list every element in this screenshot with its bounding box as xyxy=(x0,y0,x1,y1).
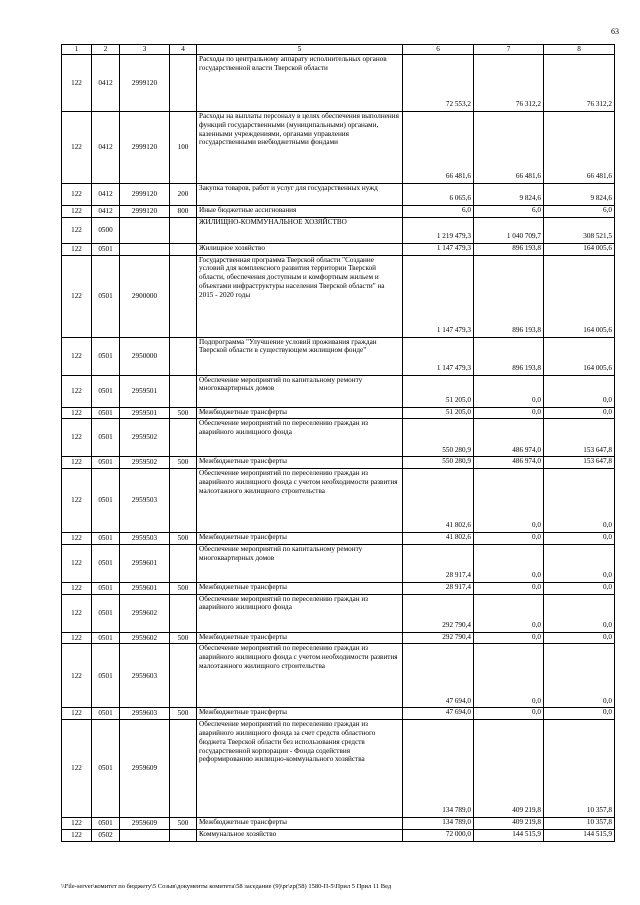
row-code xyxy=(170,419,197,457)
row-code: 122 xyxy=(62,337,92,375)
row-code: 2950000 xyxy=(120,337,170,375)
row-amount: 550 280,9 xyxy=(403,419,474,457)
row-description: Расходы по центральному аппарату исполнительных органов государственной власти Тверской области xyxy=(197,55,403,112)
row-code xyxy=(120,830,170,842)
row-description: Обеспечение мероприятий по переселению граждан из аварийного жилищного фонда с учетом необходимости развития малоэтажного жилищного строительства xyxy=(197,644,403,708)
row-amount: 896 193,8 xyxy=(474,255,544,337)
row-description: Подпрограмма "Улучшение условий проживания граждан Тверской области в существующем жилищном фонде" xyxy=(197,337,403,375)
table-row xyxy=(62,206,615,218)
header-cell: 4 xyxy=(170,45,197,55)
row-amount: 0,0 xyxy=(544,708,615,720)
row-amount: 1 147 479,3 xyxy=(403,243,474,255)
row-code: 2999120 xyxy=(120,206,170,218)
row-code: 0501 xyxy=(92,375,120,407)
row-code: 0501 xyxy=(92,632,120,644)
table-row xyxy=(62,375,615,407)
row-amount: 0,0 xyxy=(544,375,615,407)
row-code: 0501 xyxy=(92,419,120,457)
row-code: 122 xyxy=(62,375,92,407)
row-amount: 41 802,6 xyxy=(403,533,474,545)
row-amount: 72 553,2 xyxy=(403,55,474,112)
table-body xyxy=(62,55,615,842)
row-code: 0501 xyxy=(92,457,120,469)
table-row xyxy=(62,544,615,582)
budget-table xyxy=(61,44,615,842)
table-row xyxy=(62,243,615,255)
table-row xyxy=(62,407,615,419)
row-description: Обеспечение мероприятий по переселению граждан из аварийного жилищного фонда xyxy=(197,419,403,457)
row-amount: 0,0 xyxy=(474,644,544,708)
row-amount: 6,0 xyxy=(474,206,544,218)
table-row xyxy=(62,457,615,469)
row-code: 0501 xyxy=(92,407,120,419)
page-number: 63 xyxy=(611,27,619,36)
row-code: 122 xyxy=(62,533,92,545)
row-amount: 164 005,6 xyxy=(544,255,615,337)
row-amount: 409 219,8 xyxy=(474,720,544,818)
table-row xyxy=(62,830,615,842)
row-amount: 144 515,9 xyxy=(544,830,615,842)
row-code: 0412 xyxy=(92,112,120,184)
row-code: 122 xyxy=(62,632,92,644)
row-code: 122 xyxy=(62,830,92,842)
row-description: Расходы на выплаты персоналу в целях обеспечения выполнения функций государственными (муниципальными) органами, казенными учреждениями, органами управления государственными внебюджетными фондами xyxy=(197,112,403,184)
header-cell: 5 xyxy=(197,45,403,55)
header-cell: 6 xyxy=(403,45,474,55)
row-code xyxy=(120,217,170,243)
row-amount: 9 824,6 xyxy=(544,184,615,206)
row-amount: 76 312,2 xyxy=(474,55,544,112)
row-amount: 409 219,8 xyxy=(474,818,544,830)
row-description: Государственная программа Тверской области "Создание условий для комплексного развития территории Тверской области, обеспечения доступным и комфортным жильем и объектами инфраструктуры населения Тверской области" на 2015 - 2020 годы xyxy=(197,255,403,337)
row-amount: 76 312,2 xyxy=(544,55,615,112)
table-row xyxy=(62,55,615,112)
row-amount: 292 790,4 xyxy=(403,632,474,644)
row-description: Межбюджетные трансферты xyxy=(197,533,403,545)
row-amount: 0,0 xyxy=(474,582,544,594)
row-code xyxy=(120,243,170,255)
row-code: 0500 xyxy=(92,217,120,243)
row-description: Коммунальное хозяйство xyxy=(197,830,403,842)
row-code: 2959601 xyxy=(120,544,170,582)
row-amount: 0,0 xyxy=(544,644,615,708)
table-row xyxy=(62,337,615,375)
row-amount: 0,0 xyxy=(474,407,544,419)
row-amount: 66 481,6 xyxy=(403,112,474,184)
table-row xyxy=(62,582,615,594)
row-amount: 550 280,9 xyxy=(403,457,474,469)
row-description: Обеспечение мероприятий по переселению граждан из аварийного жилищного фонда xyxy=(197,594,403,632)
row-code: 0501 xyxy=(92,337,120,375)
row-description: Обеспечение мероприятий по переселению граждан из аварийного жилищного фонда за счет средств областного бюджета Тверской области без использования средств государственной корпорации - Фонда содействия реформированию жилищно-коммунального хозяйства xyxy=(197,720,403,818)
row-amount: 486 974,0 xyxy=(474,457,544,469)
table-row xyxy=(62,217,615,243)
row-code: 122 xyxy=(62,818,92,830)
row-code: 2959502 xyxy=(120,419,170,457)
row-code: 0412 xyxy=(92,55,120,112)
row-code: 0501 xyxy=(92,544,120,582)
row-amount: 1 040 709,7 xyxy=(474,217,544,243)
row-code xyxy=(170,255,197,337)
row-code: 2999120 xyxy=(120,55,170,112)
row-amount: 486 974,0 xyxy=(474,419,544,457)
row-amount: 0,0 xyxy=(544,632,615,644)
row-code: 2959502 xyxy=(120,457,170,469)
table-row xyxy=(62,708,615,720)
row-amount: 51 205,0 xyxy=(403,375,474,407)
row-code: 122 xyxy=(62,644,92,708)
row-amount: 0,0 xyxy=(544,544,615,582)
row-description: Межбюджетные трансферты xyxy=(197,407,403,419)
row-code: 0501 xyxy=(92,533,120,545)
row-code: 2959603 xyxy=(120,644,170,708)
row-code xyxy=(170,544,197,582)
row-amount: 0,0 xyxy=(474,533,544,545)
row-code: 122 xyxy=(62,55,92,112)
row-code: 122 xyxy=(62,206,92,218)
row-code: 2999120 xyxy=(120,184,170,206)
row-code: 2959503 xyxy=(120,533,170,545)
row-description: Межбюджетные трансферты xyxy=(197,818,403,830)
row-description: Иные бюджетные ассигнования xyxy=(197,206,403,218)
row-amount: 0,0 xyxy=(544,594,615,632)
row-code: 2959602 xyxy=(120,594,170,632)
row-code: 122 xyxy=(62,184,92,206)
row-code: 122 xyxy=(62,594,92,632)
row-description: Обеспечение мероприятий по капитальному ремонту многоквартирных домов xyxy=(197,375,403,407)
row-amount: 153 647,8 xyxy=(544,419,615,457)
row-amount: 28 917,4 xyxy=(403,544,474,582)
table-row xyxy=(62,632,615,644)
row-amount: 1 147 479,3 xyxy=(403,255,474,337)
row-code: 100 xyxy=(170,112,197,184)
row-description: Межбюджетные трансферты xyxy=(197,708,403,720)
table-row xyxy=(62,255,615,337)
row-amount: 0,0 xyxy=(474,594,544,632)
row-code: 122 xyxy=(62,720,92,818)
header-row xyxy=(62,45,615,55)
row-amount: 134 789,0 xyxy=(403,818,474,830)
row-amount: 164 005,6 xyxy=(544,337,615,375)
row-code: 0501 xyxy=(92,243,120,255)
row-amount: 896 193,8 xyxy=(474,337,544,375)
table-row xyxy=(62,419,615,457)
row-amount: 6,0 xyxy=(403,206,474,218)
row-description: ЖИЛИЩНО-КОММУНАЛЬНОЕ ХОЗЯЙСТВО xyxy=(197,217,403,243)
row-amount: 47 694,0 xyxy=(403,708,474,720)
row-amount: 10 357,8 xyxy=(544,720,615,818)
row-code: 200 xyxy=(170,184,197,206)
row-amount: 66 481,6 xyxy=(474,112,544,184)
row-code: 2959603 xyxy=(120,708,170,720)
row-amount: 51 205,0 xyxy=(403,407,474,419)
row-amount: 896 193,8 xyxy=(474,243,544,255)
row-code: 122 xyxy=(62,544,92,582)
header-cell: 7 xyxy=(474,45,544,55)
row-code: 0501 xyxy=(92,720,120,818)
table-row xyxy=(62,594,615,632)
row-amount: 6,0 xyxy=(544,206,615,218)
row-code: 2959503 xyxy=(120,469,170,533)
header-cell: 3 xyxy=(120,45,170,55)
row-description: Межбюджетные трансферты xyxy=(197,632,403,644)
row-amount: 0,0 xyxy=(544,469,615,533)
row-code: 122 xyxy=(62,419,92,457)
row-code: 0412 xyxy=(92,184,120,206)
row-code: 122 xyxy=(62,217,92,243)
row-code: 122 xyxy=(62,708,92,720)
row-amount: 0,0 xyxy=(544,533,615,545)
row-amount: 28 917,4 xyxy=(403,582,474,594)
row-amount: 164 005,6 xyxy=(544,243,615,255)
row-amount: 1 147 479,3 xyxy=(403,337,474,375)
row-code xyxy=(170,644,197,708)
row-code xyxy=(170,217,197,243)
row-code: 2959601 xyxy=(120,582,170,594)
header-cell: 8 xyxy=(544,45,615,55)
row-code xyxy=(170,55,197,112)
row-code: 122 xyxy=(62,582,92,594)
row-amount: 47 694,0 xyxy=(403,644,474,708)
row-code: 500 xyxy=(170,818,197,830)
row-code: 122 xyxy=(62,112,92,184)
row-code: 2959602 xyxy=(120,632,170,644)
row-amount: 1 219 479,3 xyxy=(403,217,474,243)
row-amount: 292 790,4 xyxy=(403,594,474,632)
row-amount: 6 065,6 xyxy=(403,184,474,206)
row-code: 500 xyxy=(170,632,197,644)
row-description: Межбюджетные трансферты xyxy=(197,457,403,469)
file-path-footer: \\File-server\комитет по бюджету\5 Созыв\документы комитета\58 заседание (9)\pr\zp(58) 1580-П-5\Прил 5 Прил 11 Вед xyxy=(61,883,392,890)
row-code: 2959609 xyxy=(120,720,170,818)
row-code: 2959501 xyxy=(120,407,170,419)
row-amount: 0,0 xyxy=(544,407,615,419)
row-code: 800 xyxy=(170,206,197,218)
row-code: 0501 xyxy=(92,708,120,720)
row-description: Межбюджетные трансферты xyxy=(197,582,403,594)
row-description: Закупка товаров, работ и услуг для государственных нужд xyxy=(197,184,403,206)
row-amount: 10 357,8 xyxy=(544,818,615,830)
table-row xyxy=(62,469,615,533)
row-amount: 153 647,8 xyxy=(544,457,615,469)
row-description: Жилищное хозяйство xyxy=(197,243,403,255)
row-code xyxy=(170,469,197,533)
row-code: 2959609 xyxy=(120,818,170,830)
table-row xyxy=(62,818,615,830)
row-code: 0502 xyxy=(92,830,120,842)
row-code: 2999120 xyxy=(120,112,170,184)
row-code xyxy=(170,830,197,842)
row-code: 0501 xyxy=(92,582,120,594)
row-amount: 134 789,0 xyxy=(403,720,474,818)
row-code: 2900000 xyxy=(120,255,170,337)
row-code: 500 xyxy=(170,533,197,545)
row-code: 500 xyxy=(170,457,197,469)
row-code: 500 xyxy=(170,708,197,720)
row-amount: 144 515,9 xyxy=(474,830,544,842)
row-code xyxy=(170,720,197,818)
row-description: Обеспечение мероприятий по переселению граждан из аварийного жилищного фонда с учетом необходимости развития малоэтажного жилищного строительства xyxy=(197,469,403,533)
table-row xyxy=(62,184,615,206)
row-code: 122 xyxy=(62,457,92,469)
row-amount: 72 000,0 xyxy=(403,830,474,842)
row-description: Обеспечение мероприятий по капитальному ремонту многоквартирных домов xyxy=(197,544,403,582)
row-amount: 66 481,6 xyxy=(544,112,615,184)
row-amount: 308 521,5 xyxy=(544,217,615,243)
row-code: 0501 xyxy=(92,594,120,632)
row-code: 500 xyxy=(170,407,197,419)
row-code xyxy=(170,594,197,632)
row-code: 0501 xyxy=(92,469,120,533)
row-amount: 0,0 xyxy=(474,375,544,407)
table-row xyxy=(62,533,615,545)
header-cell: 2 xyxy=(92,45,120,55)
row-code: 122 xyxy=(62,243,92,255)
row-code: 500 xyxy=(170,582,197,594)
row-code xyxy=(170,337,197,375)
row-amount: 0,0 xyxy=(474,544,544,582)
header-cell: 1 xyxy=(62,45,92,55)
row-amount: 0,0 xyxy=(474,632,544,644)
row-code: 0412 xyxy=(92,206,120,218)
row-amount: 0,0 xyxy=(544,582,615,594)
table-row xyxy=(62,112,615,184)
row-code: 2959501 xyxy=(120,375,170,407)
row-amount: 0,0 xyxy=(474,469,544,533)
row-amount: 9 824,6 xyxy=(474,184,544,206)
row-code: 122 xyxy=(62,255,92,337)
row-amount: 0,0 xyxy=(474,708,544,720)
row-amount: 41 802,6 xyxy=(403,469,474,533)
row-code xyxy=(170,375,197,407)
row-code: 122 xyxy=(62,469,92,533)
row-code: 0501 xyxy=(92,644,120,708)
table-row xyxy=(62,720,615,818)
row-code: 122 xyxy=(62,407,92,419)
row-code: 0501 xyxy=(92,818,120,830)
row-code xyxy=(170,243,197,255)
row-code: 0501 xyxy=(92,255,120,337)
table-row xyxy=(62,644,615,708)
